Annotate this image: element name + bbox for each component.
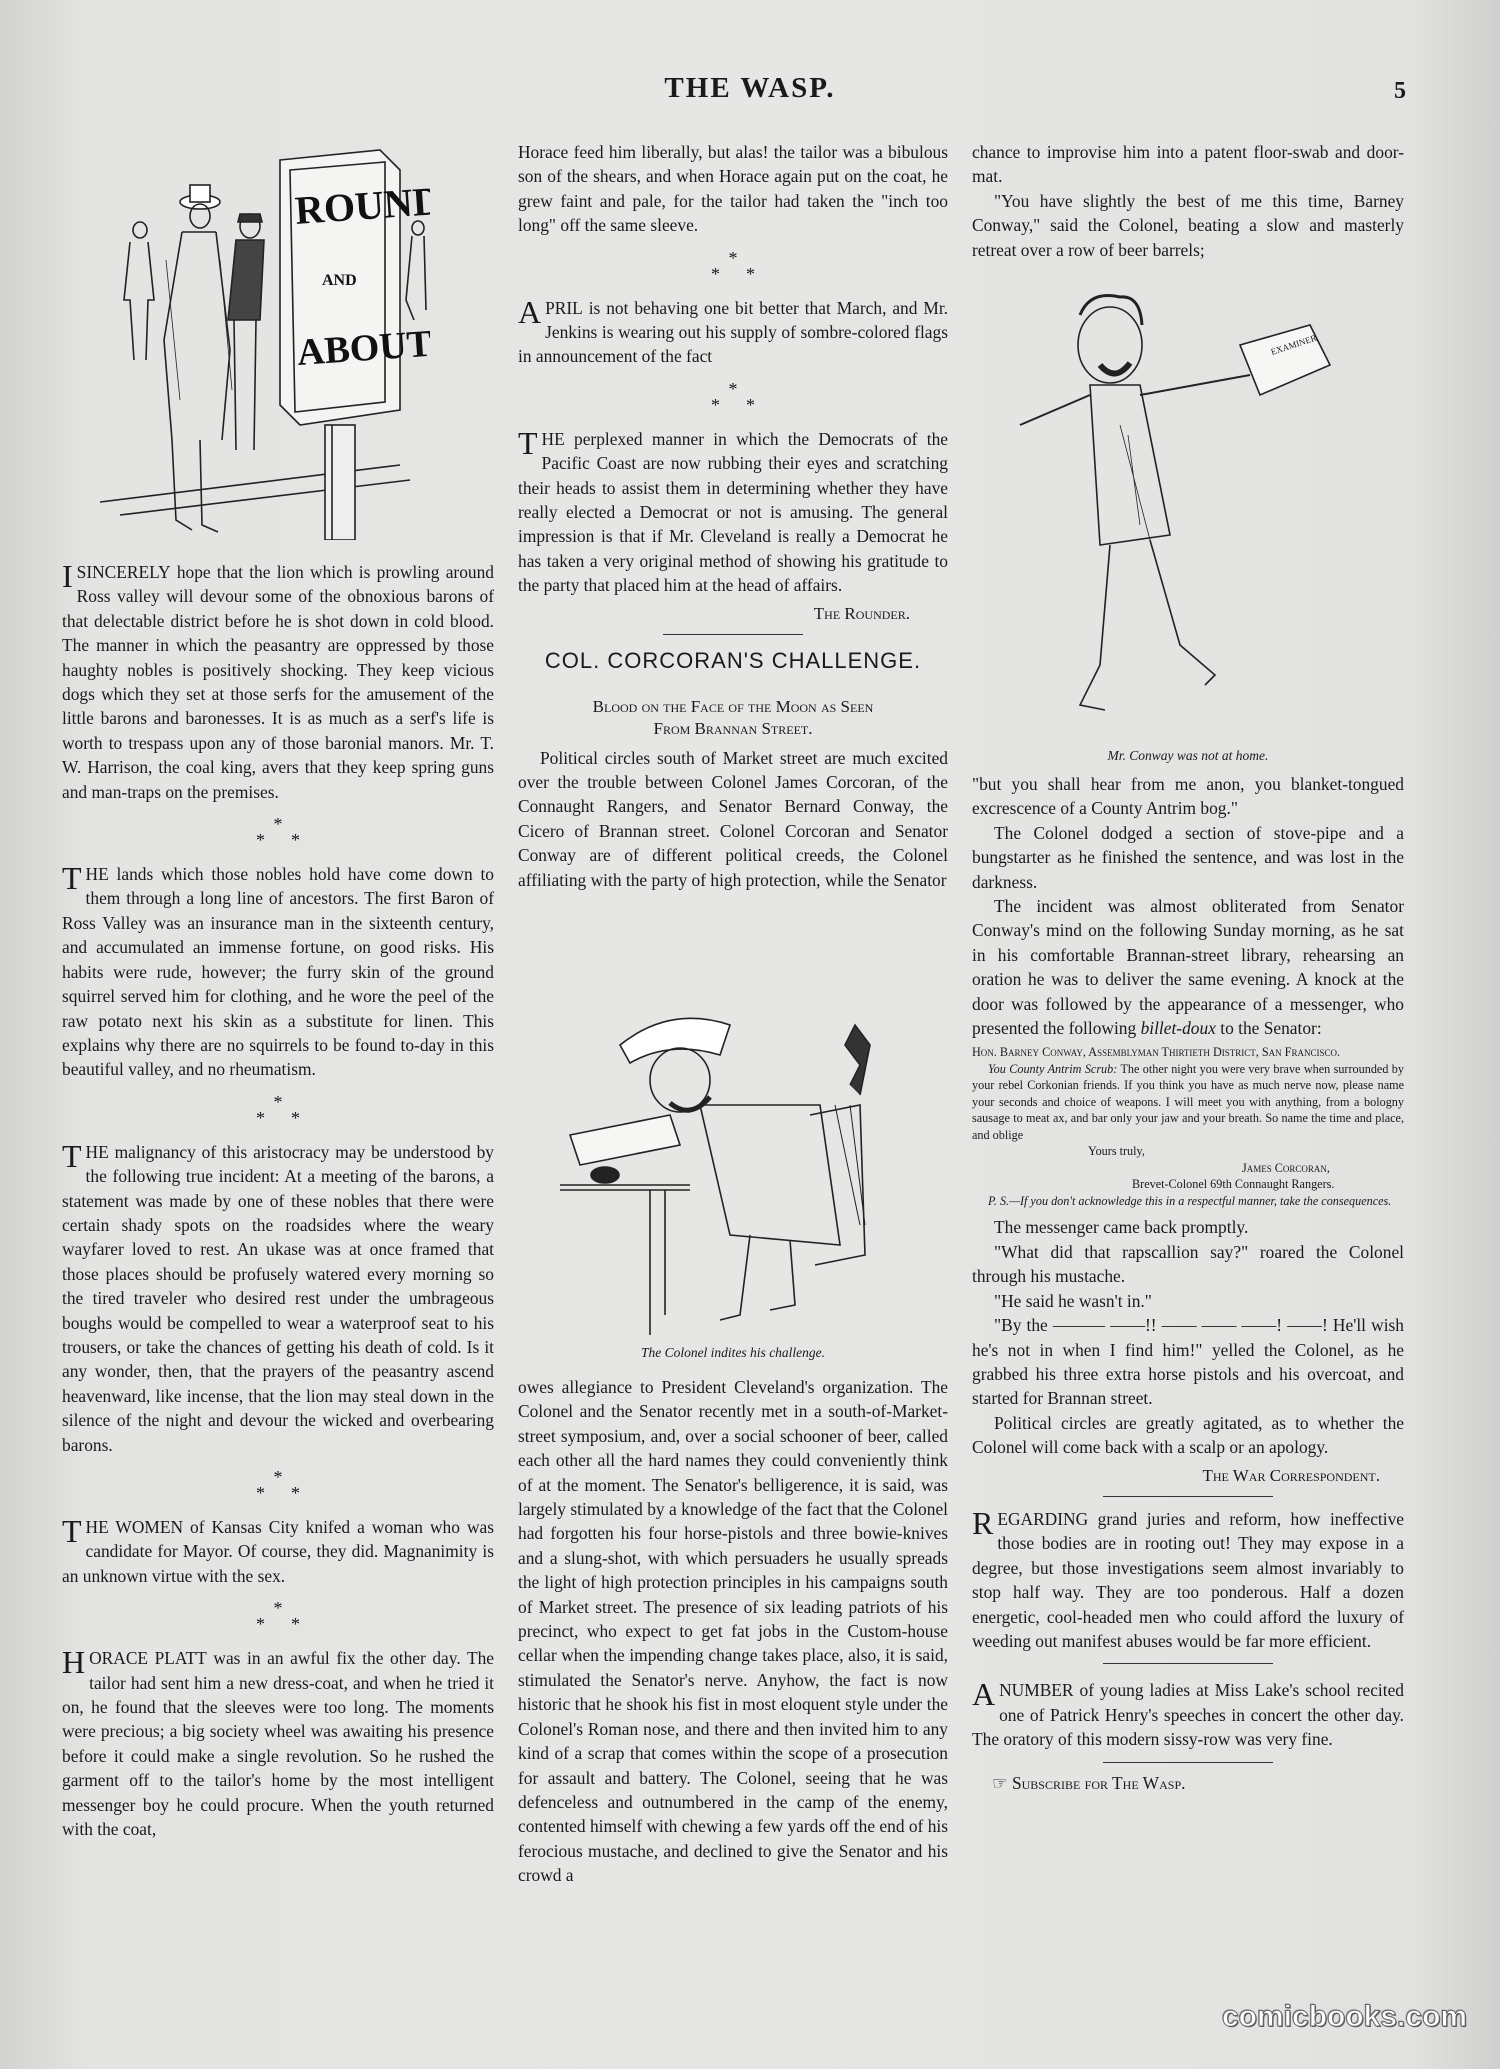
paragraph-aristocracy-malignancy: THE malignancy of this aristocracy may be understood by the following true incident: At a meeting of the barons, a statement was made by one of these nobles that there were certain shady spots on the roadsides where the weary wayfarer loved to rest. An ukase was at once framed that those places should be profusely watered every morning so the tired traveler who desired rest under the umbrageous boughs would be compelled to wear a waterproof seat to his trousers, or take the chances of getting his death of cold. Is it any wonder, then, that the prayers of the peasantry ascend heavenward, like incense, that the lion may steal down in the silence of the night and devour the wicked and overbearing barons. (62, 1137, 494, 1455)
section-divider: * ** (256, 1467, 326, 1503)
article-headline: COL. CORCORAN'S CHALLENGE. (544, 648, 922, 674)
sign-word-about: ABOUT. (295, 322, 430, 374)
pointing-hand-icon: ☞ (992, 1772, 1012, 1793)
sign-word-round: ROUND (293, 177, 430, 233)
challenge-letter: Hon. Barney Conway, Assemblyman Thirtieth District, San Francisco. You County Antrim Scrub: The other night you were very brave when surrounded by your rebel Corkonian friends. If you think you have as much nerve now, please name your seconds and choice of weapons. I will meet you with anything, from a bologny sausage to meat ax, and bar only your jaw and your breath. So name the time and place, and oblige Yours truly, James Corcoran, Brevet-Colonel 69th Connaught Rangers. P. S.—If you don't acknowledge this in a respectful manner, take the consequences. (972, 1045, 1404, 1208)
paragraph-stove-pipe: The Colonel dodged a section of stove-pipe and a bungstarter as he finished the sentence, and was lost in the darkness. (972, 822, 1404, 892)
paragraph-miss-lake: A NUMBER of young ladies at Miss Lake's school recited one of Patrick Henry's speeches in concert the other day. The oratory of this modern sissy-row was very fine. (972, 1676, 1404, 1750)
newspaper-masthead-text: EXAMINER (1269, 332, 1318, 357)
paragraph-grand-juries: REGARDING grand juries and reform, how ineffective those bodies are in rooting out! They may expose in a degree, but those investigations seem almost invariably to stop half way. They are too ponderous. Half a dozen energetic, cool-headed men who could afford the luxury of weeding out manifest abuses would be far more efficient. (972, 1504, 1404, 1651)
paragraph-agitated: Political circles are greatly agitated, as to whether the Colonel will come back with a scalp or an apology. (972, 1412, 1404, 1458)
paragraph-cleveland: owes allegiance to President Cleveland's organization. The Colonel and the Senator recently met in a south-of-Market-street symposium, and, over a social schooner of beer, called each other all the hard names they could conveniently think of at the moment. The Senator's belligerence, it is said, was largely stimulated by a knowledge of the fact that the Colonel had forgotten his four horse-pistols and three bowie-knives and a slung-shot, with which persuaders he usually spreads the light of high protection principles in his campaigns south of Market street. The presence of six leading patriots of his precinct, who expect to get fat jobs in the Custom-house cellar when the impending change takes place, also, it is said, stimulated the Senator's nerve. Anyhow, the fact is now historic that he shook his fist in most eloquent style under the Colonel's Roman nose, and there and then invited him to any kind of a scrap that comes within the scope of a prosecution for assault and battery. The Colonel, seeing that he was defenceless and outnumbered in the camp of the enemy, contented himself with chewing a few yards off the end of his ferocious mustache, and declined to give the Senator and his crowd a (518, 1377, 948, 1886)
colonel-writing-illustration (560, 985, 910, 1340)
masthead: THE WASP. (664, 72, 836, 104)
paragraph-antrim-bog: "but you shall hear from me anon, you blanket-tongued excrescence of a County Antrim bog." (972, 774, 1404, 819)
section-divider: * ** (256, 1598, 326, 1635)
section-divider: * ** (711, 378, 781, 415)
sign-word-and: AND (322, 272, 357, 289)
conway-illustration (1010, 285, 1370, 725)
watermark: comicbooks.com (1222, 2000, 1468, 2033)
divider-rule (1103, 1762, 1273, 1763)
paragraph-by-the: "By the ——— ——!! —— —— ——! ——! He'll wish he's not in when I find him!" yelled the Colonel, as he grabbed his three extra horse pistols and his overcoat, and started for Brannan street. (972, 1315, 1404, 1409)
paragraph-rapscallion: "What did that rapscallion say?" roared the Colonel through his mustache. (972, 1241, 1404, 1287)
paragraph-kansas-city: THE WOMEN of Kansas City knifed a woman who was candidate for Mayor. Of course, they did. Magnanimity is an unknown virtue with the sex. (62, 1513, 494, 1586)
article-subhead: Blood on the Face of the Moon as Seen From Brannan Street. (592, 696, 874, 738)
caption-colonel: The Colonel indites his challenge. (640, 1345, 826, 1360)
page-number: 5 (1394, 78, 1406, 104)
paragraph-incident: The incident was almost obliterated from Senator Conway's mind on the following Sunday morning, as he sat in his comfortable Brannan-street library, rehearsing an oration he was to deliver the same evening. A knock at the door was followed by the appearance of a messenger, who presented the following billet-doux to the Senator: (972, 896, 1404, 1039)
paragraph-barons-lands: THE lands which those nobles hold have come down to them through a long line of ancestors. The first Baron of Ross Valley was an insurance man in the sixteenth century, and accumulated an immense fortune, on good risks. His habits were rude, however; the furry skin of the ground squirrel served him for clothing, and he wore the peel of the raw potato next his skin as a substitute for linen. This explains why there are no squirrels to be found to-day in this beautiful valley, and no rheumatism. (62, 860, 494, 1080)
subscribe-notice: ☞ Subscribe for The Wasp. (992, 1772, 1186, 1793)
paragraph-horace-continued: Horace feed him liberally, but alas! the tailor was a bibulous son of the shears, and when Horace again put on the coat, he grew faint and pale, for the tailor had taken the "inch too long" off the same sleeve. (518, 142, 948, 236)
column-1 (62, 560, 494, 1841)
section-divider: * ** (256, 814, 326, 851)
divider-rule (1103, 1663, 1273, 1664)
paragraph-horace-platt: HORACE PLATT was in an awful fix the other day. The tailor had sent him a new dress-coat, and when he tried it on, he found that the sleeves were too long. The moments were precious; a big society wheel was awaiting his presence before it could make a single revolution. So he rushed the garment off to the tailor's home by the most intelligent messenger boy he could procure. When the youth returned with the coat, (62, 1644, 494, 1840)
column-2 (518, 140, 948, 892)
column-2-continued (518, 1375, 948, 1888)
paragraph-april: APRIL is not behaving one bit better that March, and Mr. Jenkins is wearing out his supply of sombre-colored flags in announcement of the fact (518, 293, 948, 367)
paragraph-floor-swab: chance to improvise him into a patent floor-swab and door-mat. (972, 142, 1404, 187)
paragraph-best-of-me: "You have slightly the best of me this time, Barney Conway," said the Colonel, beating a slow and masterly retreat over a row of beer barrels; (972, 190, 1404, 260)
divider-rule (1103, 1496, 1273, 1497)
section-divider: * ** (256, 1091, 326, 1128)
round-and-about-illustration (100, 140, 430, 540)
paragraph-messenger: The messenger came back promptly. (994, 1217, 1249, 1238)
column-3-continued (972, 772, 1404, 1795)
paragraph-wasnt-in: "He said he wasn't in." (994, 1290, 1152, 1311)
section-divider: * ** (711, 247, 781, 284)
paragraph-political-circles: Political circles south of Market street are much excited over the trouble between Colonel James Corcoran, of the Connaught Rangers, and Senator Bernard Conway, the Cicero of Brannan street. Colonel Corcoran and Senator Conway are of different political creeds, the Colonel affiliating with the party of high protection, while the Senator (518, 747, 948, 890)
divider-rule (663, 634, 803, 635)
paragraph-ross-valley-lion: I SINCERELY hope that the lion which is prowling around Ross valley will devour some of the obnoxious barons of that delectable district before he is shot down in cold blood. The manner in which the peasantry are oppressed by those haughty nobles is positively shocking. They keep vicious dogs which they set at those serfs for the amusement of the little barons and baronesses. It is as much as a serf's life is worth to trespass upon any of those baronial manors. Mr. T. W. Harrison, the coal king, avers that they keep spring guns and man-traps on the premises. (62, 558, 494, 802)
paragraph-democrats: THE perplexed manner in which the Democrats of the Pacific Coast are now rubbing their eyes and scratching their heads to assist them in determining whether they have really elected a Democrat or not is amusing. The general impression is that if Mr. Cleveland is really a Democrat he has taken a very original method of showing his gratitude to the party that placed him at the head of affairs. (518, 424, 948, 596)
column-3 (972, 140, 1404, 262)
caption-conway: Mr. Conway was not at home. (1107, 748, 1269, 763)
signature-rounder: The Rounder. (813, 603, 910, 623)
signature-war-correspondent: The War Correspondent. (1202, 1465, 1380, 1485)
